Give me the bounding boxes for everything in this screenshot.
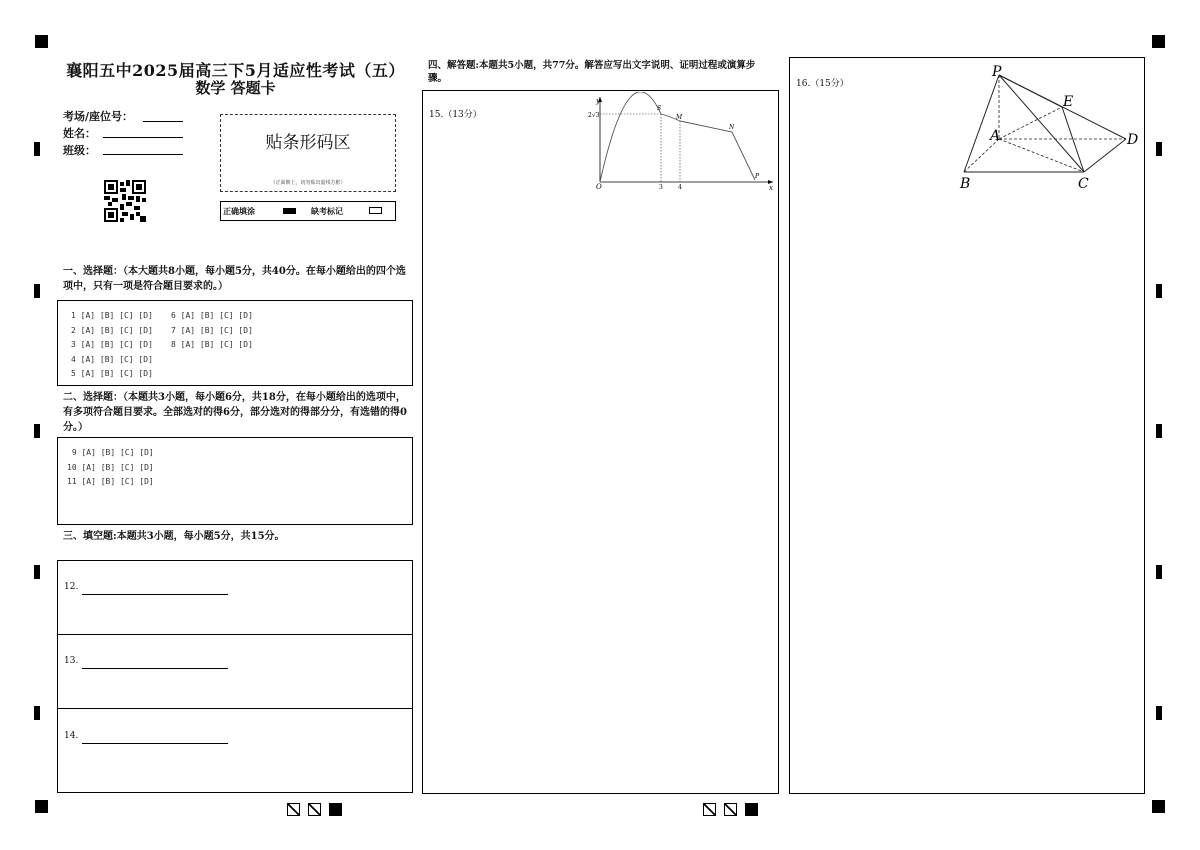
correct-fill-sample [283, 208, 296, 214]
segment-ec [1062, 107, 1084, 172]
y-tick-label: 2√3 [588, 112, 600, 119]
section2-column [67, 446, 154, 490]
choice-row[interactable]: 8 [A] [B] [C] [D] [171, 340, 253, 349]
vertex-label-c: C [1078, 176, 1089, 192]
page-code-box [745, 803, 758, 816]
edge-pb [964, 75, 999, 172]
sine-curve [600, 92, 680, 182]
side-mark [1156, 284, 1162, 298]
class-label: 班级： [63, 144, 96, 157]
point-label-p: P [755, 173, 760, 180]
barcode-title: 贴条形码区 [265, 133, 351, 153]
name-field[interactable] [103, 137, 183, 138]
qr-code-icon [104, 180, 146, 222]
seat-label: 考场/座位号： [63, 110, 134, 123]
side-mark [1156, 706, 1162, 720]
vertex-label-a: A [990, 128, 1001, 144]
answer-line[interactable] [82, 594, 228, 595]
fill-legend [220, 201, 396, 221]
choice-row[interactable]: 2 [A] [B] [C] [D] [71, 325, 153, 335]
y-axis-label: y [596, 97, 600, 105]
x-tick-label: 4 [678, 184, 682, 191]
choice-row[interactable]: 4 [A] [B] [C] [D] [71, 354, 153, 364]
edge-pc [999, 75, 1084, 172]
vertex-label-p: P [992, 64, 1002, 80]
page-title: 襄阳五中2025届高三下5月适应性考试（五） [66, 61, 405, 80]
answer-line[interactable] [82, 668, 228, 669]
class-field[interactable] [103, 154, 183, 155]
vertex-label-e: E [1063, 94, 1074, 110]
corner-mark-bottom-left [35, 800, 48, 813]
choice-row[interactable]: 5 [A] [B] [C] [D] [71, 369, 153, 378]
section1-title: 一、选择题：（本大题共8小题，每小题5分，共40分。在每小题给出的四个选项中，只有一项是符合题目要求的。） [63, 266, 406, 292]
fill-blank-label: 12. [64, 582, 79, 592]
seat-field[interactable] [143, 121, 183, 122]
side-mark [1156, 565, 1162, 579]
side-mark [34, 565, 40, 579]
hidden-edge-ac [999, 139, 1084, 172]
page-code-box [308, 803, 321, 816]
side-mark [34, 142, 40, 156]
side-mark [34, 424, 40, 438]
question-15-label: 15.（13分） [429, 110, 482, 120]
pyramid-figure [950, 62, 1145, 194]
correct-fill-label: 正确填涂 [223, 206, 255, 216]
side-mark [34, 284, 40, 298]
origin-label: O [596, 183, 602, 191]
fill-blank-13 [57, 634, 413, 709]
page-code-box [724, 803, 737, 816]
page-subtitle: 数学 答题卡 [195, 79, 276, 97]
corner-mark-top-left [35, 35, 48, 48]
choice-row[interactable]: 3 [A] [B] [C] [D] [71, 340, 153, 349]
answer-line[interactable] [82, 743, 228, 744]
absent-mark-label: 缺考标记 [311, 206, 343, 216]
page-code-box [703, 803, 716, 816]
point-label-s: S [657, 105, 662, 112]
hidden-edge-ae [999, 107, 1062, 139]
page-code-box [329, 803, 342, 816]
vertex-label-d: D [1127, 132, 1139, 148]
section1-left-column [71, 309, 153, 382]
question-16-label: 16.（15分） [796, 79, 849, 89]
section3-title: 三、填空题:本题共3小题，每小题5分，共15分。 [63, 531, 285, 542]
side-mark [34, 706, 40, 720]
choice-row[interactable]: 10 [A] [B] [C] [D] [67, 462, 154, 472]
barcode-area [220, 114, 396, 192]
choice-row[interactable]: 1 [A] [B] [C] [D] [71, 311, 153, 320]
choice-row[interactable]: 6 [A] [B] [C] [D] [171, 311, 253, 320]
vertex-label-b: B [960, 176, 971, 192]
barcode-note: （正面朝上，切勿贴出虚线方框） [270, 180, 346, 186]
section1-right-column [171, 309, 253, 353]
side-mark [1156, 424, 1162, 438]
graph-15-figure [585, 92, 777, 192]
segment-pe [999, 75, 1062, 107]
choice-row[interactable]: 7 [A] [B] [C] [D] [171, 325, 253, 335]
fill-blank-12 [57, 560, 413, 635]
answer-panel-15[interactable] [422, 90, 779, 794]
polyline-path [680, 121, 755, 180]
edge-cd [1084, 139, 1126, 172]
corner-mark-bottom-right [1152, 800, 1165, 813]
section4-title: 四、解答题:本题共5小题，共77分。解答应写出文字说明、证明过程或演算步骤。 [428, 60, 756, 84]
fill-blank-14 [57, 708, 413, 793]
section2-title: 二、选择题：（本题共3小题，每小题6分，共18分，在每小题给出的选项中，有多项符合题目要求。全部选对的得6分，部分选对的得部分分，有选错的得0分。） [63, 392, 407, 433]
absent-mark-checkbox[interactable] [369, 207, 382, 214]
corner-mark-top-right [1152, 35, 1165, 48]
side-mark [1156, 142, 1162, 156]
name-label: 姓名： [63, 127, 96, 140]
point-label-m: M [676, 114, 683, 121]
fill-blank-label: 14. [64, 731, 79, 741]
x-tick-label: 3 [659, 184, 663, 191]
choice-row[interactable]: 9 [A] [B] [C] [D] [67, 448, 154, 457]
section2-choice-box [57, 437, 413, 525]
page-code-box [287, 803, 300, 816]
section1-choice-box [57, 300, 413, 386]
point-label-n: N [729, 124, 735, 131]
choice-row[interactable]: 11 [A] [B] [C] [D] [67, 477, 154, 486]
fill-blank-label: 13. [64, 656, 79, 666]
x-axis-label: x [769, 184, 773, 192]
